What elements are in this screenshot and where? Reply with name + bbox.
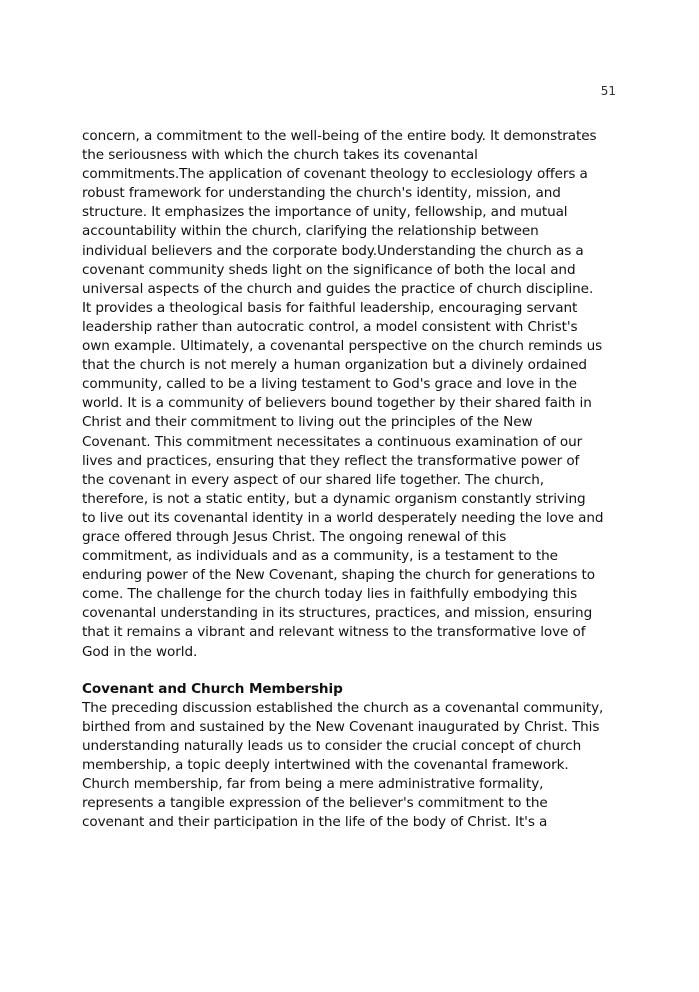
text-line: accountability within the church, clarifying the relationship between [82, 223, 539, 240]
text-line: individual believers and the corporate body.Understanding the church as a [82, 242, 584, 259]
text-line: The preceding discussion established the church as a covenantal community, [82, 699, 604, 716]
text-line: God in the world. [82, 643, 198, 660]
text-line: understanding naturally leads us to consider the crucial concept of church [82, 737, 582, 754]
text-line: commitments.The application of covenant theology to ecclesiology offers a [82, 166, 588, 183]
text-line: therefore, is not a static entity, but a dynamic organism constantly striving [82, 490, 586, 507]
text-line: leadership rather than autocratic control, a model consistent with Christ's [82, 318, 578, 335]
text-line: that the church is not merely a human organization but a divinely ordained [82, 357, 587, 374]
text-line: robust framework for understanding the church's identity, mission, and [82, 185, 561, 202]
text-line: enduring power of the New Covenant, shaping the church for generations to [82, 567, 595, 584]
text-line: covenantal understanding in its structures, practices, and mission, ensuring [82, 605, 593, 622]
text-line: birthed from and sustained by the New Covenant inaugurated by Christ. This [82, 718, 600, 735]
text-line: covenant and their participation in the life of the body of Christ. It's a [82, 814, 548, 831]
text-line: Covenant. This commitment necessitates a continuous examination of our [82, 433, 583, 450]
text-line: community, called to be a living testament to God's grace and love in the [82, 376, 577, 393]
text-line: come. The challenge for the church today lies in faithfully embodying this [82, 586, 578, 603]
text-line: own example. Ultimately, a covenantal perspective on the church reminds us [82, 338, 603, 355]
section-heading: Covenant and Church Membership [82, 680, 343, 697]
text-line: lives and practices, ensuring that they reflect the transformative power of [82, 452, 580, 469]
text-line: the seriousness with which the church takes its covenantal [82, 147, 478, 164]
text-line: membership, a topic deeply intertwined with the covenantal framework. [82, 757, 569, 773]
page-number: 51 [600, 84, 616, 98]
text-line: world. It is a community of believers bound together by their shared faith in [82, 395, 592, 412]
text-line: Church membership, far from being a mere administrative formality, [82, 776, 544, 793]
paragraph-1 [82, 127, 622, 662]
text-line: grace offered through Jesus Christ. The ongoing renewal of this [82, 528, 507, 545]
paragraph-spacer [82, 662, 622, 680]
text-line: that it remains a vibrant and relevant witness to the transformative love of [82, 624, 586, 641]
text-line: structure. It emphasizes the importance of unity, fellowship, and mutual [82, 204, 568, 221]
text-line: the covenant in every aspect of our shared life together. The church, [82, 471, 544, 488]
text-line: to live out its covenantal identity in a world desperately needing the love and [82, 509, 604, 526]
text-line: It provides a theological basis for faithful leadership, encouraging servant [82, 299, 578, 316]
text-line: represents a tangible expression of the believer's commitment to the [82, 795, 548, 812]
text-line: concern, a commitment to the well-being of the entire body. It demonstrates [82, 128, 597, 144]
text-line: Christ and their commitment to living out the principles of the New [82, 414, 533, 431]
text-line: universal aspects of the church and guides the practice of church discipline. [82, 280, 594, 297]
text-line: covenant community sheds light on the significance of both the local and [82, 261, 576, 278]
page-body [82, 127, 622, 832]
text-line: commitment, as individuals and as a community, is a testament to the [82, 548, 558, 565]
paragraph-2 [82, 699, 622, 833]
